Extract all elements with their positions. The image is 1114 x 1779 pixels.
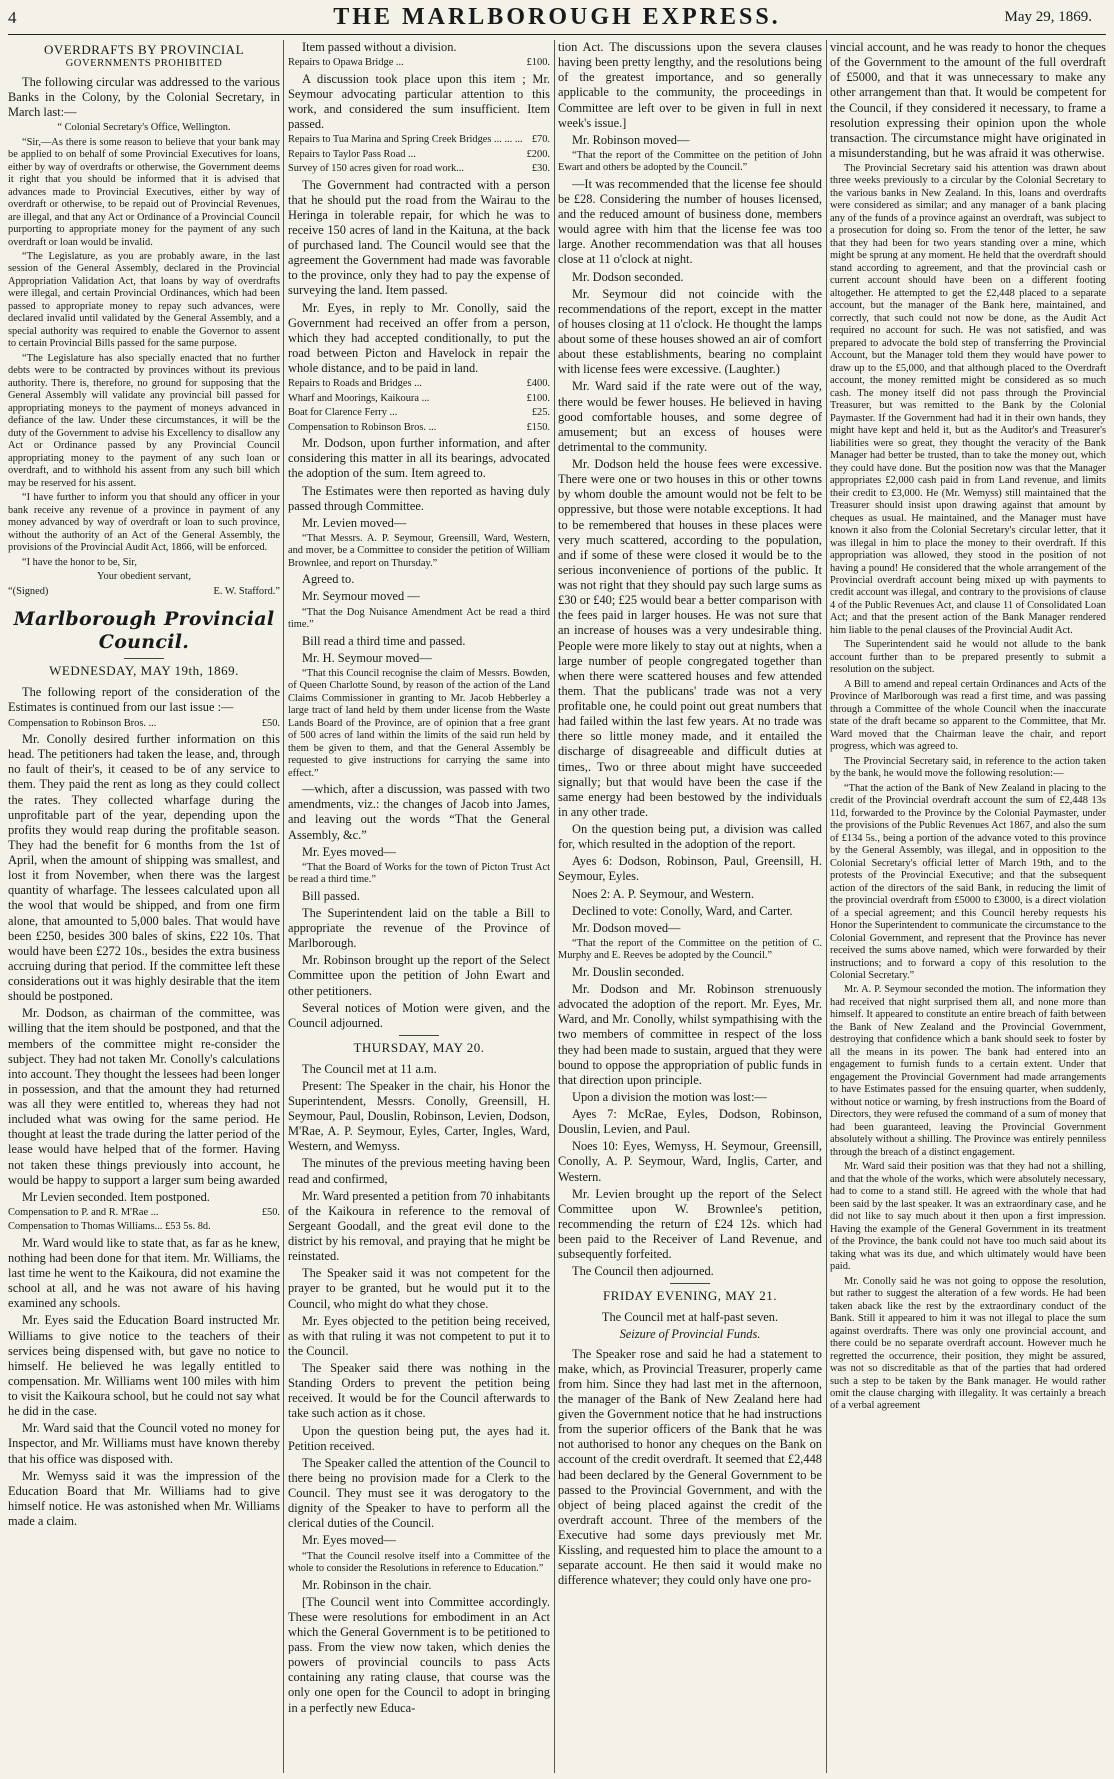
item-value: £50. xyxy=(261,717,280,729)
item-value: £50. xyxy=(261,1206,280,1218)
motion-quote: “That Messrs. A. P. Seymour, Greensill, Ward, Western, and mover, be a Committee to consider the petition of William Brownlee, and report on Thursday.” xyxy=(288,532,550,569)
motion-quote: “That this Council recognise the claim of Messrs. Bowden, of Queen Charlotte Sound, by reason of the action of the Land Claims Commissioner in granting to Mr. Jacob Hebberley a large tract of land held by them under license from the Waste Lands Board of the Province, are of opinion that a free grant of 500 acres of land within the limits of the said run held by them be given to them, and that the General Assembly be requested to give instructions for carrying the same into effect.” xyxy=(288,667,550,779)
paragraph: Mr. Ward presented a petition from 70 inhabitants of the Kaikoura in reference to the removal of Sergeant Goodall, and the great evil done to the district by his removal, and praying that he might be reinstated. xyxy=(288,1188,550,1264)
paragraph: Mr. Eyes objected to the petition being received, as with that ruling it was not competent to put it to the Council. xyxy=(288,1313,550,1358)
paragraph: Mr. Dodson and Mr. Robinson strenuously advocated the adoption of the report. Mr. Eyes, Mr. Ward, and Mr. Conolly, whilst sympathising with the two members of committee in respect of the loss they had been made to sustain, argued that they were bound to oppose the appropriation of public funds in that direction upon principle. xyxy=(558,982,822,1087)
divider xyxy=(670,1283,710,1284)
letter-paragraph: “Sir,—As there is some reason to believe that your bank may be applied to on behalf of some Provincial Executives for loans, either by way of overdrafts or otherwise, the Government deems it right that you should be informed that it is advised that advances made to Provincial Executives, either by way of overdraft or otherwise, to be repaid out of Provincial Revenues, are illegal, and that any Act or Ordinance of a Provincial Council purporting to appropriate money for the payment of any such overdraft or loan would be invalid. xyxy=(8,136,280,248)
item-label: Repairs to Tua Marina and Spring Creek Bridges ... ... ... xyxy=(288,134,523,146)
paragraph: The Council met at half-past seven. xyxy=(601,1310,779,1325)
letter-paragraph: “The Legislature, as you are probably aware, in the last session of the General Assembly, declared in the Provincial Appropriation Validation Act, that loans by way of overdrafts were illegal, and certain Provincial Ordinances, which had been passed to appropriate money to repay such advances, were declared invalid until validated by the General Assembly, and a special authority was required to enable the Governor to assent to certain Provincial Bills passed for the same purpose. xyxy=(8,251,280,350)
paragraph: Mr. Conolly desired further information on this head. The petitioners had taken the lease, and, through no fault of their's, it ceased to be of any service to them. They paid the rent as long as they could collect the rates. They collected wharfage during the unprofitable part of the year, depending upon the profits they would reap during the profitable season. They had the benefit for 6 months from the 1st of April, when the amount of shipping was smallest, and lost it from November, when there was the largest quantity of wharfage. The lessees calculated upon all the wool that would be shipped, and from one firm alone, that amounted to 5,000 bales. That would have been £250, besides 300 bales of skins, £22 10s. That would have been £272 10s., besides the extra business accruing during that period. If the committee left these considerations out it was highly desirable that the item should be postponed. xyxy=(8,732,280,1004)
paragraph: vincial account, and he was ready to honor the cheques of the Government to the amount of the full overdraft of £5000, and that it was unnecessary to make any other arrangement than that. It would be competent for the Council, if they considered it necessary, to frame a resolution expressing their opinion upon the whole transaction. The circumstance might have originated in a misunderstanding, but he was afraid it was otherwise. xyxy=(830,40,1106,160)
paragraph: Ayes 6: Dodson, Robinson, Paul, Greensill, H. Seymour, Eyles. xyxy=(558,854,822,884)
item-value: £150. xyxy=(526,421,550,433)
estimate-item xyxy=(288,393,550,405)
paragraph: Mr. Levien moved— xyxy=(302,515,407,530)
paragraph: The minutes of the previous meeting having been read and confirmed, xyxy=(288,1156,550,1186)
motion-quote: “That the report of the Committee on the petition of C. Murphy and E. Reeves be adopted by the Council.” xyxy=(558,937,822,962)
section-subheading: Seizure of Provincial Funds. xyxy=(619,1327,761,1342)
motion-quote: “That the report of the Committee on the petition of John Ewart and others be adopted by the Council.” xyxy=(558,149,822,174)
paragraph: Item passed without a division. xyxy=(302,40,457,54)
column-4 xyxy=(830,40,1106,1773)
paragraph: Agreed to. xyxy=(302,572,355,587)
motion-quote: “That the Dog Nuisance Amendment Act be read a third time.” xyxy=(288,606,550,631)
letter-office: “ Colonial Secretary's Office, Wellington. xyxy=(57,122,231,134)
paragraph: The Provincial Secretary said his attention was drawn about three weeks previously to a circular by the Colonial Secretary to the various banks in New Zealand. In this, loans and overdrafts were considered as similar; and any manager of a bank placing any of the funds of a province against an overdraft, was subject to a prosecution for doing so. From the tenor of the letter, he saw that they had been for two years standing over a mine, which might be sprung at any moment. He held that the overdraft should stand according to agreement, and that the provincial cash or current account should have been on a different footing altogether. He attempted to get the £2,448 placed to a separate account, but the manager of the Bank here, maintained, and correctly, that such could not now be done, as the Audit Act required no account for such. He was not satisfied, and was prepared to advocate the bold step of transferring the Provincial Account, but the Manager told them they would have power to draw up to the £5,000, and that although placed to the Overdraft account, the money remitted might be considered as so much cash. The money itself did not pass through the Provincial Treasurer, but was remitted to the Bank by the Colonial Paymaster. If the Government had had it in their own hands, they might have kept and held it, but as the Auditor's and Treasurer's liabilities were so great, they thought the veracity of the Bank Manager had better be trusted, than to take the money out, which they could have done. But the position now was that the Manager appropriates £2,000 cash paid in from Land revenue, and limits their credit to £3,000. He (Mr. Wemyss) still maintained that the Treasurer should insist upon drawing against that amount by cheques as usual. He maintained, and the Manager must have known it also from the Colonial Secretary's circular letter, that it was illegal in him to place the money to their overdraft. If this appropriation was allowed, they stood in the position of not having a pound! He considered that the whole arrangement of the Provincial overdraft account being mixed up with payments to credit account was illegal, and contrary to the provisions of clause 4 of the Public Revenues Act, and clause 11 of Consolidated Loan Act; and that the present action of the Bank Manager rendered him liable to the penal clauses of the Provincial Audit Act. xyxy=(830,163,1106,636)
letter-paragraph: “The Legislature has also specially enacted that no further debts were to be contracted by provinces without its previous authority. There is, therefore, no ground for supposing that the General Assembly will validate any provincial bill passed for appropriating moneys to the payment of moneys advanced in defiance of the law. Under these circumstances, it will be the duty of the Government to advise his Excellency to disallow any Act or Ordinance passed by any Provincial Council appropriating money to the payment of any such loan or overdraft, and to withhold his assent from any such bill which may be reserved for his assent. xyxy=(8,352,280,489)
paragraph: Mr. Eyes moved— xyxy=(302,1533,396,1548)
item-value: £30. xyxy=(531,163,550,175)
paragraph: Mr. Dodson moved— xyxy=(572,920,681,935)
item-value: £70. xyxy=(531,134,550,146)
divider xyxy=(124,658,164,659)
item-value: £100. xyxy=(526,392,550,404)
paragraph: —which, after a discussion, was passed with two amendments, viz.: the changes of Jacob into James, and leaving out the words “That the General Assembly, &c.” xyxy=(288,782,550,842)
paragraph: Mr. Ward said that the Council voted no money for Inspector, and Mr. Williams must have known thereby that his office was disposed with. xyxy=(8,1421,280,1466)
estimate-item xyxy=(288,378,550,390)
item-label: Compensation to Robinson Bros. ... xyxy=(8,717,157,729)
paragraph: The Council then adjourned. xyxy=(572,1264,714,1279)
paragraph: Mr. Ward said if the rate were out of the way, there would be fewer houses. He believed in having good comfortable houses, and some degree of amusement; but an excess of houses were detrimental to the community. xyxy=(558,379,822,454)
page-number: 4 xyxy=(8,8,17,27)
column-divider xyxy=(283,40,284,1773)
item-value: £100. xyxy=(526,57,550,69)
masthead-rule xyxy=(8,34,1106,35)
estimate-item xyxy=(288,134,550,146)
paragraph: Mr. Seymour did not coincide with the recommendations of the report, except in the matter of houses closing at 11 o'clock. He thought the lamps about some of these houses showed an air of comfort about these establishments, bearing no complaint with license fees were excessive. (Laughter.) xyxy=(558,286,822,377)
item-label: Survey of 150 acres given for road work... xyxy=(288,163,465,175)
paragraph: The Speaker said there was nothing in the Standing Orders to prevent the petition being received. It would be for the Council afterwards to take such action as it chose. xyxy=(288,1361,550,1421)
paragraph: —It was recommended that the license fee should be £28. Considering the number of houses licensed, and the reduced amount of business done, members would agree with him that the license fee was too large. Another recommendation was that all houses close at 11 o'clock at night. xyxy=(558,176,822,267)
paragraph: Ayes 7: McRae, Eyles, Dodson, Robinson, Douslin, Levien, and Paul. xyxy=(558,1107,822,1137)
column-divider xyxy=(554,40,555,1773)
motion-quote: “That the Council resolve itself into a Committee of the whole to consider the Resolutions in reference to Education.” xyxy=(288,1550,550,1575)
paragraph: The Superintendent laid on the table a Bill to appropriate the revenue of the Province of Marlborough. xyxy=(288,905,550,951)
issue-date: May 29, 1869. xyxy=(1004,9,1092,25)
session-date: WEDNESDAY, MAY 19th, 1869. xyxy=(49,663,239,679)
paragraph: Mr. Ward said their position was that they had not a shilling, and that the whole of the works, which were absolutely necessary, had to come to a stand still. He agreed with the whole that had been said by the last speaker. It was an extraordinary case, and he did not like to say much about it then upon a first impression. Having the example of the General Government in its treatment of the Province, the bank could not have too much said about its taking what was its due, and which ultimately would have been paid. xyxy=(830,1161,1106,1273)
item-label: Compensation to P. and R. M'Rae ... xyxy=(8,1206,159,1218)
paragraph: Mr. H. Seymour moved— xyxy=(302,650,432,665)
paragraph: Mr. Eyes, in reply to Mr. Conolly, said the Government had received an offer from a person, which they had accepted conditionally, to put the road between Picton and Havelock in repair the whole distance, and to be paid in land. xyxy=(288,300,550,376)
paragraph: The Estimates were then reported as having duly passed through Committee. xyxy=(288,483,550,513)
estimate-item xyxy=(288,149,550,161)
paragraph: Mr. Robinson brought up the report of the Select Committee upon the petition of John Ewart and other petitioners. xyxy=(288,953,550,998)
column-2 xyxy=(288,40,550,1773)
letter-closing: “I have the honor to be, Sir, xyxy=(22,556,138,568)
session-date: THURSDAY, MAY 20. xyxy=(353,1039,485,1055)
item-label: Repairs to Roads and Bridges ... xyxy=(288,378,422,390)
paragraph: The following report of the consideration of the Estimates is continued from our last issue :— xyxy=(8,685,280,715)
paragraph: A discussion took place upon this item ; Mr. Seymour advocating particular attention to this work, and considered the sum insufficient. Item passed. xyxy=(288,71,550,131)
paragraph: A Bill to amend and repeal certain Ordinances and Acts of the Province of Marlborough was read a first time, and was passing through a Committee of the whole Council when the inaccurate state of the draft became so apparent to the Committee, that Mr. Ward moved that the Chairman leave the chair, and report progress, which was agreed to. xyxy=(830,678,1106,753)
paragraph: Present: The Speaker in the chair, his Honor the Superintendent, Messrs. Conolly, Greensill, H. Seymour, Paul, Douslin, Robinson, Levien, Dodson, M'Rae, A. P. Seymour, Eyles, Carter, Ingles, Ward, Western, and Wemyss. xyxy=(288,1078,550,1154)
paragraph: tion Act. The discussions upon the severa clauses having been pretty lengthy, and the resolutions being of the greatest importance, and so generally applicable to the community, the proceedings in Committee are left over to be given in full in next week's issue.] xyxy=(558,40,822,130)
paragraph: Bill read a third time and passed. xyxy=(302,633,466,648)
paragraph: The Provincial Secretary said, in reference to the action taken by the bank, he would move the following resolution:— xyxy=(830,755,1106,780)
item-label: Repairs to Opawa Bridge ... xyxy=(288,57,404,69)
article-heading-overdrafts xyxy=(8,42,280,71)
paragraph: Mr. Robinson moved— xyxy=(572,132,690,147)
paragraph: Mr Levien seconded. Item postponed. xyxy=(22,1189,210,1204)
masthead xyxy=(0,0,1114,34)
paragraph: Mr. Conolly said he was not going to oppose the resolution, but rather to suggest the alteration of a few words. He had been taken aback like the rest by the extraordinary conduct of the Bank. Still it appeared to him it was not illegal to place the sum against overdrafts. There was only one provincial account, and there could be no separate overdraft account. However much he regretted the occurrence, their position, they might be assured, was not so discreditable as that of the parties that had ordered such a step to be taken by the Bank manager. He would rather omit the clause charging with illegality. It was certainly a breach of a verbal agreement xyxy=(830,1275,1106,1412)
column-3 xyxy=(558,40,822,1773)
paragraph: Noes 2: A. P. Seymour, and Western. xyxy=(572,886,755,901)
paragraph: The Council met at 11 a.m. xyxy=(302,1061,437,1076)
paragraph: [The Council went into Committee accordingly. These were resolutions for embodiment in an Act which the General Government is to be petitioned to pass. From the view now taken, which denies the powers of provincial councils to pass Acts containing any rating clause, that course was the only one open for the Council to adopt in bringing in a perfectly new Educa- xyxy=(288,1594,550,1715)
column-divider xyxy=(826,40,827,1773)
paragraph: The Superintendent said he would not allude to the bank account further than to be prepared presently to submit a resolution on the subject. xyxy=(830,639,1106,676)
paragraph: Bill passed. xyxy=(302,888,360,903)
paragraph: The Speaker said it was not competent for the prayer to be granted, but he would put it to the Council, who might do what they chose. xyxy=(288,1266,550,1311)
paragraph: Declined to vote: Conolly, Ward, and Carter. xyxy=(572,903,793,918)
paragraph: Mr. Dodson, upon further information, and after considering this matter in all its bearings, advocated the adoption of the sum. Item agreed to. xyxy=(288,436,550,481)
divider xyxy=(399,1035,439,1036)
paragraph: Mr. Wemyss said it was the impression of the Education Board that Mr. Williams had to give himself notice. He was astonished when Mr. Williams made a claim. xyxy=(8,1468,280,1529)
estimate-item xyxy=(288,422,550,434)
paragraph: Upon a division the motion was lost:— xyxy=(572,1089,767,1104)
paragraph: Upon the question being put, the ayes had it. Petition received. xyxy=(288,1423,550,1453)
paragraph: Mr. Douslin seconded. xyxy=(572,964,685,979)
newspaper-title: THE MARLBOROUGH EXPRESS. xyxy=(333,4,781,30)
column-1 xyxy=(8,40,280,1773)
signer-name: E. W. Stafford.” xyxy=(213,585,280,597)
paragraph: Mr. Dodson held the house fees were excessive. There were one or two houses in this or other towns by whom double the amount would not be felt to be oppressive, but those were notable exceptions. It had to be remembered that houses in these places were very much scattered, according to the population, and if some of these were closed it would be to the serious inconvenience of portions of the public. It was not right that they should pay such large sums as £30 or £40; £25 would bear a better comparison with the fees paid in larger houses. He was not sure that an increase of houses was a very undesirable thing. People were more likely to stay out at nights, when a large number of people congregated together than when there were scattered houses and few attended them. That the publicans' trade was not a very profitable one, he could point out great numbers that had failed within the last few years. At no trade was there so little money made, and it entailed the discharge of disagreeable and difficult duties at times,. Two or three about might have succeeded signally; but that would have been the case if the same energy had been bestowed by the individuals in any other trade. xyxy=(558,457,822,819)
paragraph: On the question being put, a division was called for, which resulted in the adoption of the report. xyxy=(558,822,822,852)
paragraph: The Speaker rose and said he had a statement to make, which, as Provincial Treasurer, properly came from him. Since they had last met in the afternoon, the manager of the Bank of New Zealand here had given the Government notice that he had instructions from the superior officers of the Bank that he was not authorised to honor any cheques on the Bank on account of the credit overdraft. It seemed that £2,448 had been declared by the General Government to be passed to the Provincial Government, and with the object of being placed against the credit of the overdraft account. Three of the members of the Executive had some days previously met Mr. Kissling, and requested him to place the amount to a separate account. He then said it would make no difference whatever; they could only have one pro- xyxy=(558,1346,822,1588)
letter-paragraph: “I have further to inform you that should any officer in your bank receive any revenue of a province in payment of any money advanced by way of overdraft or loan to such province, without the authority of an Act of the General Assembly, the provisions of the Provincial Audit Act, 1866, will be enforced. xyxy=(8,492,280,554)
estimate-item: Compensation to Thomas Williams... £53 5s. 8d. xyxy=(8,1221,211,1233)
heading-main: OVERDRAFTS BY PROVINCIAL xyxy=(43,42,245,57)
estimate-item xyxy=(8,718,280,730)
paragraph: Several notices of Motion were given, and the Council adjourned. xyxy=(288,1000,550,1030)
motion-quote: “That the Board of Works for the town of Picton Trust Act be read a third time.” xyxy=(288,861,550,886)
letter-closing: Your obedient servant, xyxy=(97,571,191,583)
item-label: Compensation to Robinson Bros. ... xyxy=(288,421,437,433)
motion-quote: “That the action of the Bank of New Zealand in placing to the credit of the Provincial overdraft account the sum of £2,448 13s 11d, forwarded to the Province by the Colonial Paymaster, under the provisions of the Public Revenues Act 1867, and also the sum of £134 5s., being a portion of the advance voted to this province by the General Assembly, was illegal, and in opposition to the Colonial Secretary's official letter of March 19th, and to the protests of the Provincial Executive; and that the subsequent action of the directors of the said Bank, in reducing the limit of the provincial overdraft from £5000 to £3000, is a direct violation of a special agreement; and this Council hereby requests his Honor the Superintendent to communicate the circumstance to the Colonial Government, and represent that the Province has never received the sums above named, which were forwarded by their instructions; and to forward a copy of this resolution to the Colonial Secretary.” xyxy=(830,782,1106,981)
paragraph: The Government had contracted with a person that he should put the road from the Wairau to the Heringa in tolerable repair, for which he was to receive 150 acres of land in the Kaituna, at the back of purchased land. The Council would see that the agreement the Government had made was favorable to the province, only they had to pay the expense of surveying the land. Item passed. xyxy=(288,177,550,298)
item-label: Wharf and Moorings, Kaikoura ... xyxy=(288,392,430,404)
signed-label: “(Signed) xyxy=(8,585,49,597)
paragraph: Noes 10: Eyes, Wemyss, H. Seymour, Greensill, Conolly, A. P. Seymour, Ward, Inglis, Carter, and Western. xyxy=(558,1139,822,1184)
paragraph: Mr. Ward would like to state that, as far as he knew, nothing had been done for that item. Mr. Williams, the last time he went to the Kaikoura, did not examine the school at all, and he was not aware of his having examined any schools. xyxy=(8,1235,280,1311)
heading-sub: GOVERNMENTS PROHIBITED xyxy=(65,57,223,69)
item-value: £25. xyxy=(531,407,550,419)
item-label: Boat for Clarence Ferry ... xyxy=(288,407,398,419)
paragraph: Mr. Robinson in the chair. xyxy=(302,1577,432,1592)
paragraph: Mr. Eyes moved— xyxy=(302,844,396,859)
estimate-item xyxy=(288,163,550,175)
item-label: Repairs to Taylor Pass Road ... xyxy=(288,148,416,160)
estimate-item xyxy=(8,1207,280,1219)
paragraph: Mr. Eyes said the Education Board instructed Mr. Williams to give notice to the teachers of their services being dispensed with, but gave no notice to himself. He believed he was legally entitled to compensation. Mr. Williams went 100 miles with him to visit the Kaikoura school, but he could not say what he did in the case. xyxy=(8,1313,280,1419)
paragraph: Mr. Levien brought up the report of the Select Committee upon W. Brownlee's petition, recommending the return of £24 12s. which had been paid to the Receiver of Land Revenue, and subsequently forfeited. xyxy=(558,1186,822,1262)
paragraph: Mr. A. P. Seymour seconded the motion. The information they had received that night surprised them all, and none more than himself. It appeared to constitute an entire breach of faith between the Bank of New Zealand and the Provincial Government, destroying that confidence which a bank should seek to foster by all the means in its power. The bank had entered into an engagement to furnish funds to a certain extent. Under that engagement the Provincial Government had made arrangements to have Estimates passed for the ensuing quarter, when suddenly, without notice or warning, by fresh instructions from the Board of Directors, they were refused the command of a sum of money that had been guaranteed, leaving the Provincial Government absolutely without a shilling. The Province was entirely penniless through the breach of a distinct engagement. xyxy=(830,984,1106,1158)
session-date: FRIDAY EVENING, MAY 21. xyxy=(603,1288,777,1304)
paragraph: The following circular was addressed to the various Banks in the Colony, by the Colonial Secretary, in March last:— xyxy=(8,74,280,120)
estimate-item xyxy=(288,57,550,69)
paragraph: Mr. Seymour moved — xyxy=(302,589,420,604)
paragraph: Mr. Dodson, as chairman of the committee, was willing that the item should be postponed, and that the members of the committee might re-consider the subject. They had not taken Mr. Conolly's calculations into account. They thought the lessees had been longer in possession, and that the amount they had returned was all they were entitled to, whereas they had not included what was owing for the same period. He thought at least the trade during the latter period of the lease would have helped that of the former. Having not taken these things previously into account, he would be happy to support a larger sum being awarded xyxy=(8,1006,280,1187)
letter-signature xyxy=(8,586,280,598)
item-value: £200. xyxy=(526,148,550,160)
paragraph: The Speaker called the attention of the Council to there being no provision made for a Clerk to the Council. They must see it was derogatory to the dignity of the Speaker to have to perform all the clerical duties of the Council. xyxy=(288,1455,550,1531)
council-title: Marlborough Provincial Council. xyxy=(13,608,275,654)
item-value: £400. xyxy=(526,378,550,390)
paragraph: Mr. Dodson seconded. xyxy=(572,269,684,284)
estimate-item xyxy=(288,407,550,419)
